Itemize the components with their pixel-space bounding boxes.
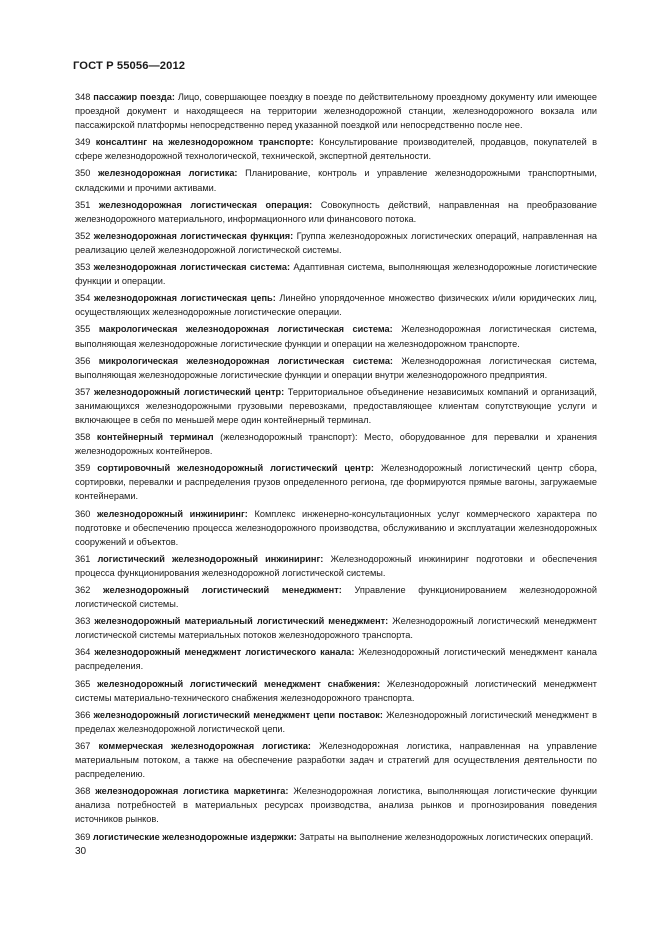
term-number: 353 xyxy=(75,262,91,273)
term-title: макрологическая железнодорожная логистическая система: xyxy=(98,324,393,335)
term-entry xyxy=(75,90,597,132)
term-entry xyxy=(75,677,597,705)
term-entry xyxy=(75,552,597,580)
term-number: 355 xyxy=(75,324,91,335)
term-entry xyxy=(75,291,597,319)
term-title: железнодорожная логистика: xyxy=(98,168,238,179)
term-definition: Железнодорожный логистический центр сбора, сортировки, перевалки и распределения грузов определенного региона, где формируются прямые вагоны, загружаемые контейнерами. xyxy=(75,463,598,502)
term-entry xyxy=(75,583,597,611)
term-title: железнодорожный материальный логистический менеджмент: xyxy=(94,616,389,627)
term-title: железнодорожная логистическая система: xyxy=(93,262,291,273)
term-number: 361 xyxy=(75,553,91,564)
term-title: железнодорожная логистическая операция: xyxy=(98,199,313,210)
term-number: 359 xyxy=(75,463,91,474)
term-number: 366 xyxy=(75,709,91,720)
term-title: железнодорожная логистика маркетинга: xyxy=(95,786,289,797)
term-number: 368 xyxy=(75,786,91,797)
term-number: 348 xyxy=(75,92,91,102)
term-definition: Планирование, контроль и управление железнодорожными транспортными, складскими и прочими активами. xyxy=(75,168,597,193)
term-definition: Территориальное объединение независимых компаний и организаций, занимающихся железнодорожными грузовыми перевозками, предоставляющее клиентам сопутствующие услуги и включающее в себя по меньшей мере один контейнерный терминал. xyxy=(75,386,597,425)
term-number: 369 xyxy=(75,831,91,842)
term-number: 352 xyxy=(75,230,91,241)
term-title: пассажир поезда: xyxy=(93,92,175,102)
term-definition: Железнодорожный логистический менеджмент логистической системы материальных потоков железнодорожного транспорта. xyxy=(75,616,597,641)
term-definition: Адаптивная система, выполняющая железнодорожные логистические функции и операции. xyxy=(75,262,597,287)
term-number: 365 xyxy=(75,678,91,689)
term-definition: Лицо, совершающее поездку в поезде по действительному проездному документу или имеющее проездной документ и находящееся на территории железнодорожной станции, железнодорожного вокзала или пассажирской платформы непосредственно перед указанной поездкой или непосредственно после нее. xyxy=(75,92,597,131)
term-title: контейнерный терминал xyxy=(96,432,214,443)
term-definition: Железнодорожная логистическая система, выполняющая железнодорожные логистические функции и операции на железнодорожном транспорте. xyxy=(75,324,597,349)
term-number: 363 xyxy=(75,616,91,627)
term-title: железнодорожный логистический менеджмент: xyxy=(103,585,342,595)
term-number: 362 xyxy=(75,585,91,595)
term-title: железнодорожный логистический центр: xyxy=(93,386,285,397)
term-title: консалтинг на железнодорожном транспорте: xyxy=(95,137,314,148)
term-definition: Железнодорожный инжиниринг подготовки и обеспечения процесса функционирования железнодорожной логистической системы. xyxy=(75,553,597,578)
term-definition: (железнодорожный транспорт): Место, оборудованное для перевалки и хранения железнодорожных контейнеров. xyxy=(75,432,598,457)
term-entry xyxy=(75,645,597,673)
term-number: 356 xyxy=(75,355,91,366)
term-title: железнодорожный логистический менеджмент снабжения: xyxy=(97,678,381,689)
term-title: железнодорожный инжиниринг: xyxy=(96,508,248,519)
term-title: сортировочный железнодорожный логистический центр: xyxy=(97,463,374,474)
term-title: железнодорожная логистическая функция: xyxy=(93,230,294,241)
term-entry xyxy=(75,198,597,226)
term-entry xyxy=(75,229,597,257)
term-number: 358 xyxy=(75,432,91,443)
term-title: коммерческая железнодорожная логистика: xyxy=(98,740,311,751)
term-title: железнодорожный менеджмент логистического канала: xyxy=(94,647,355,658)
term-title: логистический железнодорожный инжиниринг: xyxy=(97,553,324,564)
term-definition: Железнодорожный логистический менеджмент системы материально-технического снабжения железнодорожного транспорта. xyxy=(75,678,597,703)
term-definition: Комплекс инженерно-консультационных услуг коммерческого характера по подготовке и обеспечению процесса железнодорожного производства, обслуживанию и эксплуатации железнодорожных сооружений и объектов. xyxy=(75,508,598,547)
term-title: логистические железнодорожные издержки: xyxy=(92,831,297,842)
term-entry xyxy=(75,614,597,642)
document-header: ГОСТ Р 55056—2012 xyxy=(73,60,186,72)
term-definition: Железнодорожный логистический менеджмент канала распределения. xyxy=(75,647,597,672)
term-definition: Железнодорожный логистический менеджмент в пределах железнодорожной логистической цепи. xyxy=(75,709,597,734)
term-definition: Управление функционированием железнодорожной логистической системы. xyxy=(75,585,597,610)
term-entry xyxy=(75,461,597,503)
term-entry xyxy=(75,135,597,163)
term-title: железнодорожная логистическая цепь: xyxy=(93,293,276,304)
term-definition: Железнодорожная логистическая система, выполняющая железнодорожные логистические функции и операции внутри железнодорожного предприятия. xyxy=(75,355,597,380)
term-definition: Затраты на выполнение железнодорожных логистических операций. xyxy=(299,831,594,842)
term-entry xyxy=(75,430,597,458)
term-entry xyxy=(75,830,597,844)
term-definition: Железнодорожная логистика, выполняющая логистические функции анализа потребностей в материальных ресурсах производства, анализа рынков и прогнозирования поведения источников рынков. xyxy=(75,786,597,825)
term-entry xyxy=(75,322,597,350)
term-entry xyxy=(75,708,597,736)
term-entry xyxy=(75,166,597,194)
term-definition: Совокупность действий, направленная на преобразование железнодорожного материального, информационного или финансового потока. xyxy=(75,199,597,224)
term-entry xyxy=(75,354,597,382)
term-entry xyxy=(75,739,597,781)
term-entry xyxy=(75,784,597,826)
page-number: 30 xyxy=(75,846,87,857)
term-number: 349 xyxy=(75,137,91,148)
term-entry xyxy=(75,260,597,288)
term-number: 350 xyxy=(75,168,91,179)
term-definition: Железнодорожная логистика, направленная на управление материальным потоком, а также на обеспечение разработки задач и стратегий для осуществления деятельности по распределению. xyxy=(75,740,598,780)
terms-list xyxy=(75,90,597,847)
term-definition: Линейно упорядоченное множество физических и/или юридических лиц, осуществляющих железнодорожные логистические операции. xyxy=(75,293,597,318)
term-definition: Консультирование производителей, продавцов, покупателей в сфере железнодорожной технологической, технической, экспертной деятельности. xyxy=(75,137,598,162)
term-number: 360 xyxy=(75,508,91,519)
term-number: 364 xyxy=(75,647,91,658)
term-number: 367 xyxy=(75,740,91,751)
term-number: 354 xyxy=(75,293,91,304)
term-title: железнодорожный логистический менеджмент цепи поставок: xyxy=(93,709,383,720)
term-entry xyxy=(75,507,597,549)
term-entry xyxy=(75,385,597,427)
term-number: 357 xyxy=(75,386,91,397)
term-title: микрологическая железнодорожная логистическая система: xyxy=(98,355,393,366)
term-number: 351 xyxy=(75,199,91,210)
term-definition: Группа железнодорожных логистических операций, направленная на реализацию целей железнодорожной логистической системы. xyxy=(75,230,598,255)
